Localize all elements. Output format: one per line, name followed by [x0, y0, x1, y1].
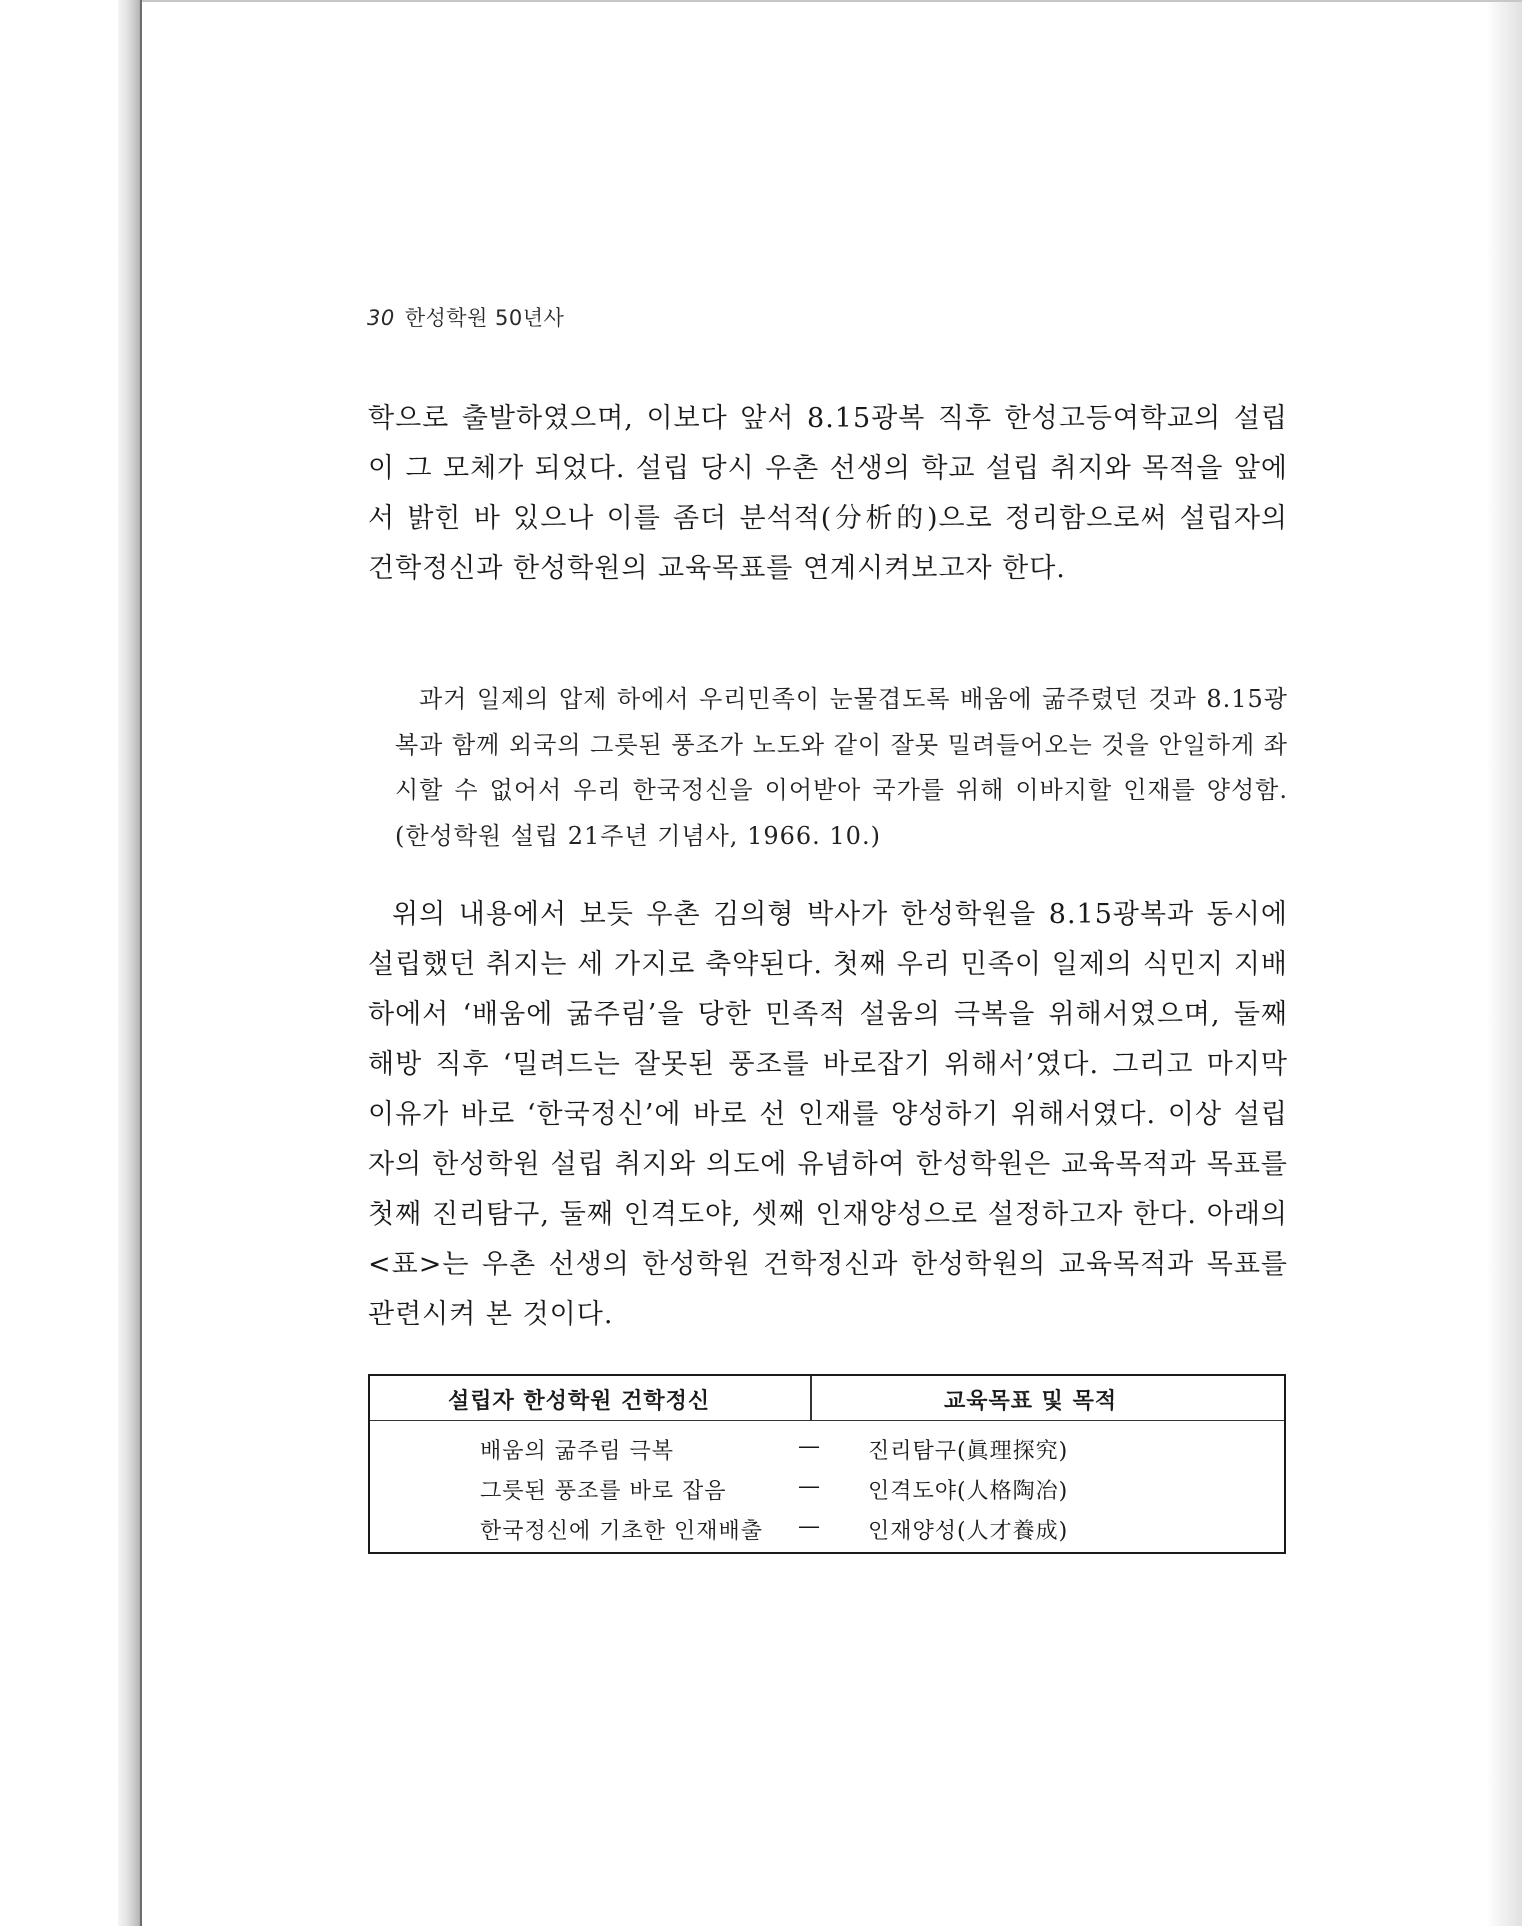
founder-quote	[395, 677, 1288, 859]
table-cell-spirit: 한국정신에 기초한 인재배출	[480, 1519, 764, 1544]
paragraph-1: 학으로 출발하였으며, 이보다 앞서 8.15광복 직후 한성고등여학교의 설립이 그 모체가 되었다. 설립 당시 우촌 선생의 학교 설립 취지와 목적을 앞에서 밝힌 바 있으나 이를 좀더 분석적(分析的)으로 정리함으로써 설립자의 건학정신과 한성학원의 교육목표를 연계시켜보고자 한다.	[368, 403, 1288, 584]
running-header	[367, 302, 564, 332]
table-header-divider	[810, 1376, 812, 1420]
table-row	[370, 1434, 1284, 1474]
page-top-edge	[142, 0, 1522, 2]
table-cell-spirit: 배움의 굶주림 극복	[480, 1439, 675, 1464]
education-goals-table	[368, 1374, 1286, 1554]
table-row	[370, 1514, 1284, 1554]
page-number: 30	[367, 306, 395, 330]
table-header-left: 설립자 한성학원 건학정신	[448, 1388, 711, 1414]
table-cell-dash: —	[798, 1434, 821, 1459]
table-cell-goal: 인격도야(人格陶冶)	[868, 1479, 1069, 1504]
page-stack-edge	[118, 0, 142, 1926]
table-cell-dash: —	[798, 1474, 821, 1499]
table-cell-goal: 인재양성(人才養成)	[868, 1519, 1069, 1544]
table-header	[370, 1376, 1284, 1421]
paragraph-2	[368, 890, 1288, 1340]
table-header-right: 교육목표 및 목적	[944, 1388, 1118, 1414]
book-title: 한성학원 50년사	[404, 306, 565, 330]
table-cell-spirit: 그릇된 풍조를 바로 잡음	[480, 1479, 727, 1504]
table-row	[370, 1474, 1284, 1514]
table-cell-dash: —	[798, 1514, 821, 1539]
table-cell-goal: 진리탐구(眞理探究)	[868, 1439, 1069, 1464]
paragraph-2-text: 위의 내용에서 보듯 우촌 김의형 박사가 한성학원을 8.15광복과 동시에 설립했던 취지는 세 가지로 축약된다. 첫째 우리 민족이 일제의 식민지 지배하에서 ‘배움에 굶주림’을 당한 민족적 설움의 극복을 위해서였으며, 둘째 해방 직후 ‘밀려드는 잘못된 풍조를 바로잡기 위해서’였다. 그리고 마지막 이유가 바로 ‘한국정신’에 바로 선 인재를 양성하기 위해서였다. 이상 설립자의 한성학원 설립 취지와 의도에 유념하여 한성학원은 교육목적과 목표를 첫째 진리탐구, 둘째 인격도야, 셋째 인재양성으로 설정하고자 한다. 아래의 <표>는 우촌 선생의 한성학원 건학정신과 한성학원의 교육목적과 목표를 관련시켜 본 것이다.	[368, 899, 1288, 1330]
quote-text: 과거 일제의 압제 하에서 우리민족이 눈물겹도록 배움에 굶주렸던 것과 8.15광복과 함께 외국의 그릇된 풍조가 노도와 같이 잘못 밀려들어오는 것을 안일하게 좌시할 수 없어서 우리 한국정신을 이어받아 국가를 위해 이바지할 인재를 양성함. (한성학원 설립 21주년 기념사, 1966. 10.)	[395, 685, 1288, 850]
page-shadow	[1486, 0, 1522, 1926]
